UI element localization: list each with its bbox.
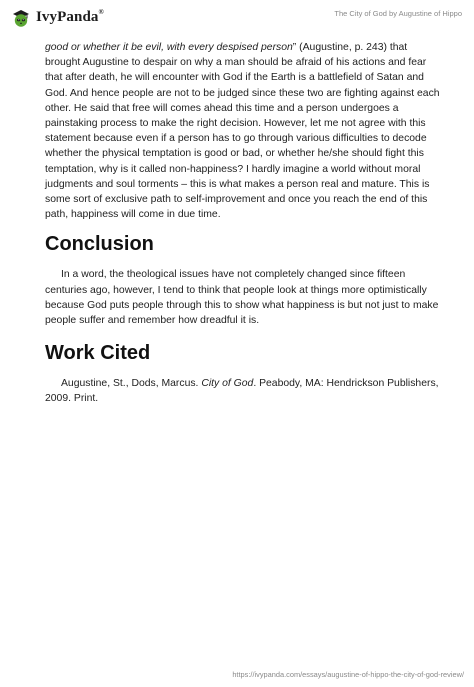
- citation-publisher: . Peabody, MA: Hendrickson Publishers, 2009. Print.: [45, 378, 439, 405]
- page-header: [0, 0, 474, 40]
- ivypanda-logo[interactable]: [10, 6, 104, 28]
- quote-italic: good or whether it be evil, with every despised person: [45, 42, 293, 53]
- body-paragraph: [45, 40, 445, 222]
- citation-authors: Augustine, St., Dods, Marcus.: [61, 378, 202, 390]
- conclusion-paragraph: In a word, the theological issues have not completely changed since fifteen centuries ago, however, I tend to think that people look at things more optimistically because God puts people through this to show what happiness is but not just to make people suffer and remember how dreadful it is.: [45, 269, 439, 327]
- ivypanda-logo-icon: [10, 6, 32, 28]
- essay-content: [45, 40, 445, 407]
- brand-name: IvyPanda®: [36, 7, 104, 25]
- citation-title: City of God: [201, 378, 254, 390]
- paragraph-text: ” (Augustine, p. 243) that brought Augustine to despair on why a man should be afraid of his actions and fear that after death, he will encounter with God if the Earth is a battlefield of Satan and God. And hence people are not to be judged since these two are fighting against each other. He said that free will comes ahead this time and a person undergoes a painstaking process to make the right decision. However, let me not agree with this statement because even if a person has to go through various difficulties to decode whether the physical temptation is good or bad, or whether he/she should fight this temptation, why is it called non-happiness? I hardly imagine a world without moral judgments and soul torments – this is what makes a person real and mature. This is some sort of exclusive path to self-improvement and once you reach the end of this path, happiness will come in due time.: [45, 42, 440, 221]
- source-url[interactable]: https://ivypanda.com/essays/augustine-of-hippo-the-city-of-god-review/: [232, 670, 464, 679]
- conclusion-heading: Conclusion: [45, 233, 154, 256]
- works-cited-heading: Work Cited: [45, 342, 151, 365]
- citation-entry: [45, 376, 445, 406]
- document-title: The City of God by Augustine of Hippo: [334, 9, 462, 18]
